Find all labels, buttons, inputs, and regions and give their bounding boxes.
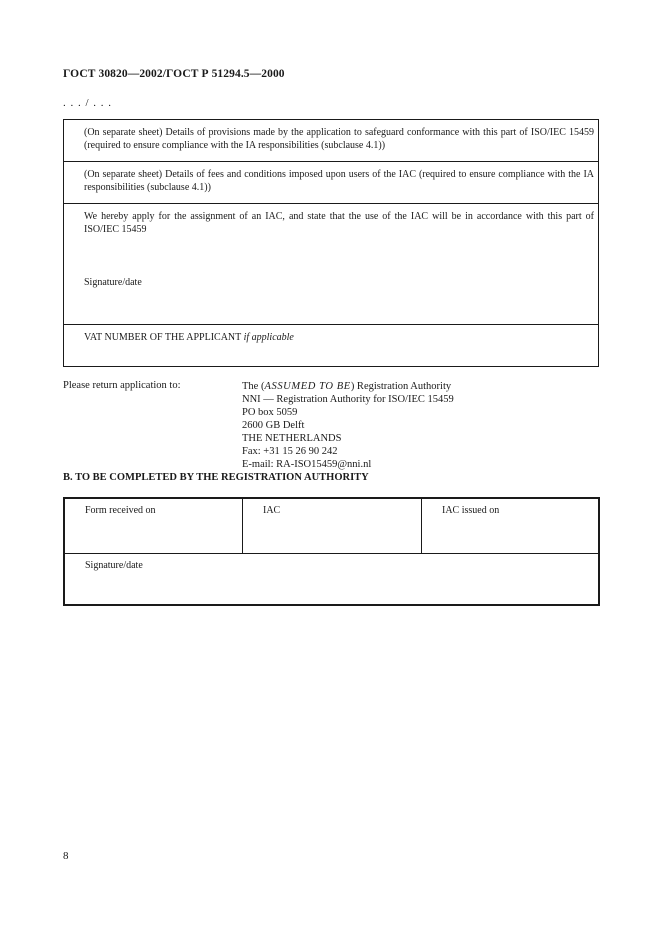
authority-line: The (ASSUMED TO BE) Registration Authority — [242, 381, 452, 392]
vat-note: if applicable — [243, 332, 294, 343]
ra-signature-cell[interactable] — [65, 554, 598, 604]
applicant-signature-label: Signature/date — [84, 277, 142, 288]
ra-signature-label: Signature/date — [85, 560, 143, 571]
fees-text: (On separate sheet) Details of fees and conditions imposed upon users of the IAC (required to ensure compliance with the IA responsibilities (subclause 4.1)) — [84, 169, 594, 193]
iac-issued-label: IAC issued on — [442, 505, 500, 516]
vat-label: VAT NUMBER OF THE APPLICANT — [84, 332, 242, 343]
provisions-text: (On separate sheet) Details of provisions made by the application to safeguard conformance with this part of ISO/IEC 15459 (required to ensure compliance with the IA responsibilities (subclause 4.1)) — [84, 127, 594, 151]
continuation-marker: . . . / . . . — [63, 97, 113, 109]
iac-cell[interactable] — [243, 499, 422, 553]
address-line: 2600 GB Delft — [242, 420, 305, 431]
registration-authority-box — [63, 497, 600, 606]
form-received-label: Form received on — [85, 505, 156, 516]
address-line: PO box 5059 — [242, 407, 298, 418]
return-address — [242, 380, 454, 471]
page-number: 8 — [63, 850, 69, 862]
section-b-heading: B. TO BE COMPLETED BY THE REGISTRATION AUTHORITY — [63, 472, 369, 483]
form-received-cell[interactable] — [65, 499, 243, 553]
address-line: Fax: +31 15 26 90 242 — [242, 446, 338, 457]
ra-top-row — [65, 499, 598, 554]
address-line: NNI — Registration Authority for ISO/IEC 15459 — [242, 394, 454, 405]
vat-number-cell[interactable] — [64, 325, 598, 366]
declaration-cell[interactable] — [64, 204, 598, 325]
address-line: THE NETHERLANDS — [242, 433, 342, 444]
authority-emphasis: ASSUMED TO BE — [264, 381, 351, 392]
iac-label: IAC — [263, 505, 281, 516]
iac-issued-cell[interactable] — [422, 499, 598, 553]
email-line: E-mail: RA-ISO15459@nni.nl — [242, 459, 372, 470]
fees-cell[interactable] — [64, 162, 598, 204]
application-form-box — [63, 119, 599, 367]
declaration-text: We hereby apply for the assignment of an IAC, and state that the use of the IAC will be in accordance with this part of ISO/IEC 15459 — [84, 211, 594, 235]
provisions-cell[interactable] — [64, 120, 598, 162]
page-header: ГОСТ 30820—2002/ГОСТ Р 51294.5—2000 — [63, 68, 285, 80]
return-label: Please return application to: — [63, 380, 181, 391]
